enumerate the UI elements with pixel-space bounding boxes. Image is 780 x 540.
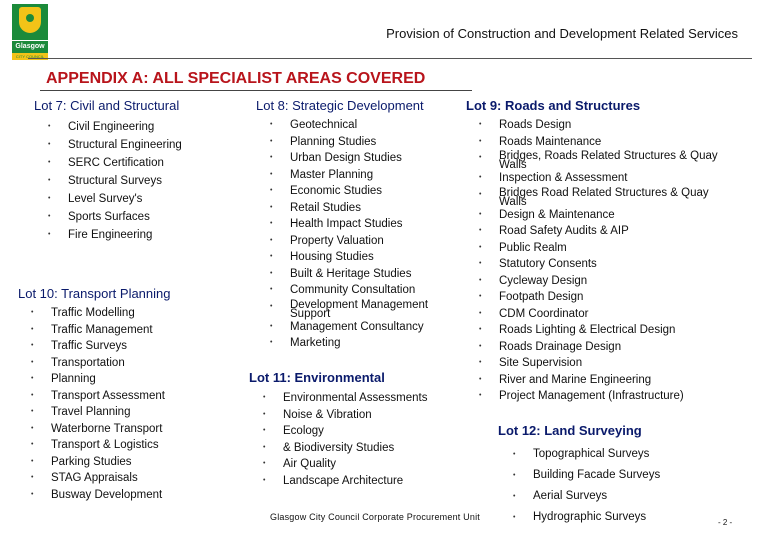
lot10-item-label: Busway Development xyxy=(51,488,163,501)
lot12-item xyxy=(511,486,660,507)
lot9-item-label: Roads Maintenance xyxy=(499,135,602,148)
bullet-icon: • xyxy=(479,227,482,234)
bullet-icon: • xyxy=(48,177,51,184)
logo-name: Glasgow xyxy=(12,41,48,53)
lot9-item xyxy=(477,223,729,240)
bullet-icon: • xyxy=(479,210,482,218)
lot10-item xyxy=(29,470,165,487)
bullet-icon: • xyxy=(48,231,51,238)
bullet-icon: • xyxy=(270,220,273,227)
lot10-list xyxy=(29,305,165,503)
page-number: - 2 - xyxy=(718,518,733,527)
bullet-icon: • xyxy=(31,408,34,415)
lot9-title: Lot 9: Roads and Structures xyxy=(466,98,641,113)
bullet-icon: • xyxy=(270,137,273,145)
lot9-item-label: River and Marine Engineering xyxy=(499,373,652,386)
lot12-title: Lot 12: Land Surveying xyxy=(498,423,642,438)
footer-text: Glasgow City Council Corporate Procurement Unit xyxy=(270,512,480,522)
lot8-item-label: Planning Studies xyxy=(290,135,377,148)
lot10-item xyxy=(29,338,165,355)
bullet-icon: • xyxy=(31,391,34,399)
bullet-icon: • xyxy=(31,441,34,448)
lot11-item-label: Ecology xyxy=(283,425,324,437)
lot9-list xyxy=(477,117,729,405)
lot9-item-label: Public Realm xyxy=(499,241,567,254)
lot7-item xyxy=(46,136,182,154)
lot10-item xyxy=(29,454,165,471)
logo-subtitle: CITY COUNCIL xyxy=(12,53,48,60)
lot10-item-label: Transportation xyxy=(51,356,125,369)
lot9-item-label: Design & Maintenance xyxy=(499,208,615,221)
lot10-item-label: Traffic Modelling xyxy=(51,307,135,319)
lot10-title: Lot 10: Transport Planning xyxy=(18,286,171,301)
lot10-item xyxy=(29,404,165,421)
bullet-icon: • xyxy=(48,123,51,130)
appendix-underline xyxy=(40,90,472,91)
lot11-title: Lot 11: Environmental xyxy=(249,370,385,385)
lot8-item xyxy=(268,299,440,319)
bullet-icon: • xyxy=(48,159,51,166)
lot11-item xyxy=(261,390,427,407)
lot10-item-label: Planning xyxy=(51,373,96,385)
lot9-item xyxy=(477,273,729,290)
lot8-item-label: Development Management Support xyxy=(290,298,429,320)
lot8-item-label: Urban Design Studies xyxy=(290,152,402,164)
lot9-item-label: CDM Coordinator xyxy=(499,307,589,320)
lot7-item-label: Structural Surveys xyxy=(68,175,162,187)
bullet-icon: • xyxy=(479,375,482,383)
lot7-item-label: Structural Engineering xyxy=(68,139,182,151)
glasgow-logo xyxy=(12,4,48,64)
lot10-item-label: Traffic Surveys xyxy=(51,340,128,352)
lot12-item-label: Building Facade Surveys xyxy=(533,469,661,481)
lot10-item xyxy=(29,437,165,454)
lot9-item-label: Cycleway Design xyxy=(499,274,588,287)
lot8-item-label: Property Valuation xyxy=(290,234,384,247)
lot9-item xyxy=(477,187,729,207)
lot8-item-label: Retail Studies xyxy=(290,201,361,214)
bullet-icon: • xyxy=(513,514,516,521)
bullet-icon: • xyxy=(479,276,482,284)
bullet-icon: • xyxy=(270,154,273,161)
lot9-item xyxy=(477,388,729,405)
bullet-icon: • xyxy=(270,339,273,346)
bullet-icon: • xyxy=(270,170,273,178)
lot8-item xyxy=(268,216,440,233)
lot9-item-label: Bridges, Roads Related Structures & Quay Walls xyxy=(499,150,718,171)
lot11-list xyxy=(261,390,427,489)
bullet-icon: • xyxy=(479,359,482,366)
bullet-icon: • xyxy=(263,394,266,401)
header-title: Provision of Construction and Development Related Services xyxy=(386,26,738,41)
lot11-item xyxy=(261,473,427,490)
bullet-icon: • xyxy=(479,121,482,128)
lot11-item-label: Air Quality xyxy=(283,458,337,470)
lot7-title: Lot 7: Civil and Structural xyxy=(34,98,180,113)
crest-icon xyxy=(12,4,48,40)
lot8-item xyxy=(268,282,440,299)
lot8-item-label: Community Consultation xyxy=(290,284,416,296)
lot11-item-label: Noise & Vibration xyxy=(283,408,372,421)
lot10-item xyxy=(29,421,165,438)
lot10-item-label: Traffic Management xyxy=(51,323,153,336)
lot11-item xyxy=(261,456,427,473)
bullet-icon: • xyxy=(479,137,482,145)
lot10-item-label: STAG Appraisals xyxy=(51,472,138,484)
bullet-icon: • xyxy=(513,472,516,479)
bullet-icon: • xyxy=(263,443,266,451)
bullet-icon: • xyxy=(479,309,482,317)
lot8-item-label: Health Impact Studies xyxy=(290,218,403,230)
lot7-item xyxy=(46,190,182,208)
lot10-item-label: Transport Assessment xyxy=(51,389,165,402)
lot10-item xyxy=(29,371,165,388)
lot11-item xyxy=(261,407,427,424)
lot9-item xyxy=(477,256,729,273)
lot8-item xyxy=(268,134,440,151)
lot9-item xyxy=(477,339,729,356)
lot10-item xyxy=(29,322,165,339)
bullet-icon: • xyxy=(270,203,273,211)
lot9-item xyxy=(477,372,729,389)
lot10-item-label: Travel Planning xyxy=(51,406,131,418)
lot7-item-label: SERC Certification xyxy=(68,157,164,169)
bullet-icon: • xyxy=(479,293,482,300)
bullet-icon: • xyxy=(31,457,34,465)
lot7-item xyxy=(46,154,182,172)
bullet-icon: • xyxy=(479,243,482,251)
bullet-icon: • xyxy=(263,460,266,467)
lot9-item xyxy=(477,207,729,224)
lot8-title: Lot 8: Strategic Development xyxy=(256,98,424,113)
lot9-item-label: Site Supervision xyxy=(499,357,583,369)
bullet-icon: • xyxy=(513,451,516,458)
lot9-item-label: Inspection & Assessment xyxy=(499,172,628,184)
lot7-item-label: Civil Engineering xyxy=(68,121,155,133)
lot9-item-label: Statutory Consents xyxy=(499,258,597,270)
lot9-item xyxy=(477,117,729,134)
bullet-icon: • xyxy=(48,141,51,148)
bullet-icon: • xyxy=(479,154,482,161)
lot9-item-label: Project Management (Infrastructure) xyxy=(499,390,684,402)
bullet-icon: • xyxy=(263,410,266,418)
appendix-title: APPENDIX A: ALL SPECIALIST AREAS COVERED xyxy=(46,70,426,87)
lot11-item-label: Environmental Assessments xyxy=(283,392,428,404)
lot8-item xyxy=(268,150,440,167)
bullet-icon: • xyxy=(270,187,273,194)
lot9-item-label: Roads Drainage Design xyxy=(499,340,622,353)
bullet-icon: • xyxy=(31,325,34,333)
lot8-item-label: Marketing xyxy=(290,337,341,349)
lot9-item xyxy=(477,150,729,170)
bullet-icon: • xyxy=(270,322,273,330)
lot8-item xyxy=(268,335,440,352)
bullet-icon: • xyxy=(479,174,482,181)
lot9-item xyxy=(477,355,729,372)
lot10-item-label: Parking Studies xyxy=(51,455,132,468)
lot12-item-label: Hydrographic Surveys xyxy=(533,511,647,523)
lot9-item-label: Footpath Design xyxy=(499,291,584,303)
lot7-item-label: Level Survey's xyxy=(68,193,143,205)
lot8-item xyxy=(268,117,440,134)
lot8-item xyxy=(268,319,440,336)
lot8-item-label: Geotechnical xyxy=(290,119,358,131)
lot8-list xyxy=(268,117,440,352)
bullet-icon: • xyxy=(263,427,266,434)
lot8-item-label: Built & Heritage Studies xyxy=(290,267,412,280)
bullet-icon: • xyxy=(270,236,273,244)
bullet-icon: • xyxy=(270,286,273,293)
lot9-item xyxy=(477,240,729,257)
lot11-item xyxy=(261,440,427,457)
lot11-item-label: Landscape Architecture xyxy=(283,474,404,487)
lot7-item xyxy=(46,118,182,136)
lot10-item-label: Transport & Logistics xyxy=(51,439,159,451)
lot8-item xyxy=(268,183,440,200)
bullet-icon: • xyxy=(270,253,273,260)
lot12-item-label: Aerial Surveys xyxy=(533,490,608,502)
lot10-item xyxy=(29,487,165,504)
lot9-item xyxy=(477,306,729,323)
lot8-item xyxy=(268,233,440,250)
bullet-icon: • xyxy=(479,190,482,198)
lot9-item xyxy=(477,289,729,306)
lot8-item xyxy=(268,249,440,266)
lot12-item xyxy=(511,465,660,486)
bullet-icon: • xyxy=(270,302,273,310)
lot9-item xyxy=(477,134,729,151)
bullet-icon: • xyxy=(31,309,34,316)
bullet-icon: • xyxy=(48,213,51,220)
lot7-item xyxy=(46,172,182,190)
bullet-icon: • xyxy=(479,326,482,333)
lot9-item xyxy=(477,170,729,187)
lot7-list xyxy=(46,118,182,244)
lot12-item-label: Topographical Surveys xyxy=(533,448,650,460)
lot8-item-label: Housing Studies xyxy=(290,251,374,263)
lot11-item xyxy=(261,423,427,440)
bullet-icon: • xyxy=(479,260,482,267)
lot8-item-label: Master Planning xyxy=(290,168,374,181)
header-divider xyxy=(28,58,752,59)
bullet-icon: • xyxy=(31,490,34,498)
bullet-icon: • xyxy=(31,342,34,349)
lot8-item-label: Management Consultancy xyxy=(290,320,424,333)
lot12-list xyxy=(511,444,660,528)
bullet-icon: • xyxy=(31,474,34,481)
lot10-item-label: Waterborne Transport xyxy=(51,422,163,435)
bullet-icon: • xyxy=(513,493,516,500)
bullet-icon: • xyxy=(31,358,34,366)
bullet-icon: • xyxy=(31,375,34,382)
lot9-item-label: Roads Lighting & Electrical Design xyxy=(499,324,676,336)
bullet-icon: • xyxy=(479,392,482,399)
lot9-item xyxy=(477,322,729,339)
lot8-item xyxy=(268,167,440,184)
bullet-icon: • xyxy=(479,342,482,350)
lot9-item-label: Road Safety Audits & AIP xyxy=(499,225,629,237)
lot12-item xyxy=(511,507,660,528)
bullet-icon: • xyxy=(263,476,266,484)
lot7-item xyxy=(46,208,182,226)
lot7-item-label: Fire Engineering xyxy=(68,229,153,241)
lot8-item-label: Economic Studies xyxy=(290,185,383,197)
bullet-icon: • xyxy=(270,269,273,277)
lot9-item-label: Roads Design xyxy=(499,119,572,131)
bullet-icon: • xyxy=(48,195,51,202)
lot9-item-label: Bridges Road Related Structures & Quay Walls xyxy=(499,186,709,208)
lot8-item xyxy=(268,266,440,283)
lot10-item xyxy=(29,355,165,372)
lot12-item xyxy=(511,444,660,465)
lot10-item xyxy=(29,305,165,322)
lot11-item-label: & Biodiversity Studies xyxy=(283,441,395,454)
bullet-icon: • xyxy=(31,424,34,432)
lot7-item xyxy=(46,226,182,244)
lot7-item-label: Sports Surfaces xyxy=(68,211,150,223)
bullet-icon: • xyxy=(270,121,273,128)
lot8-item xyxy=(268,200,440,217)
lot10-item xyxy=(29,388,165,405)
